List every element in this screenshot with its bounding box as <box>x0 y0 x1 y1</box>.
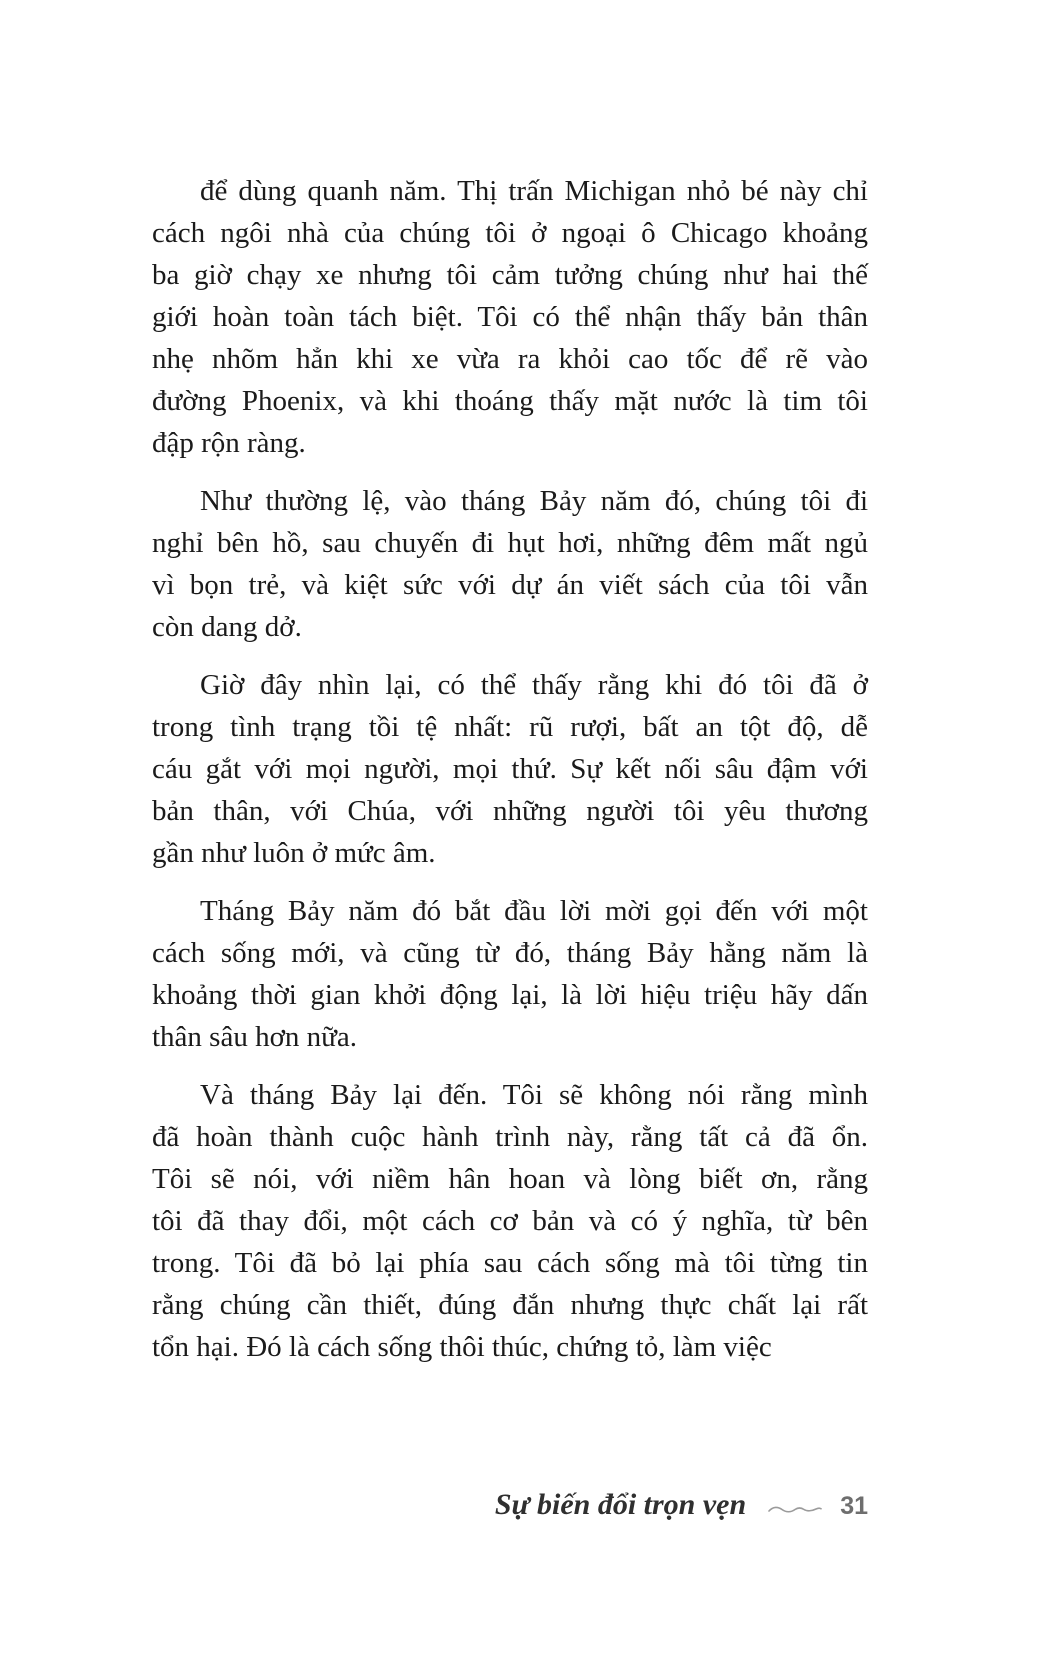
text-line: trong. Tôi đã bỏ lại phía sau cách sống mà tôi từng tin <box>152 1247 868 1279</box>
text-line: tôi đã thay đổi, một cách cơ bản và có ý nghĩa, từ bên <box>152 1205 868 1237</box>
paragraph <box>152 1074 868 1368</box>
text-line: đường Phoenix, và khi thoáng thấy mặt nước là tim tôi <box>152 385 868 417</box>
text-line: để dùng quanh năm. Thị trấn Michigan nhỏ bé này chỉ <box>200 175 868 207</box>
text-line: khoảng thời gian khởi động lại, là lời hiệu triệu hãy dấn <box>152 979 868 1011</box>
paragraph <box>152 170 868 464</box>
text-line: Và tháng Bảy lại đến. Tôi sẽ không nói rằng mình <box>200 1079 868 1111</box>
text-line: Giờ đây nhìn lại, có thể thấy rằng khi đó tôi đã ở <box>200 669 868 701</box>
text-line: vì bọn trẻ, và kiệt sức với dự án viết sách của tôi vẫn <box>152 569 868 601</box>
text-line: nghỉ bên hồ, sau chuyến đi hụt hơi, những đêm mất ngủ <box>152 527 868 559</box>
text-line: tổn hại. Đó là cách sống thôi thúc, chứng tỏ, làm việc <box>152 1331 772 1363</box>
text-line: gần như luôn ở mức âm. <box>152 837 436 869</box>
text-line: cách sống mới, và cũng từ đó, tháng Bảy hằng năm là <box>152 937 868 969</box>
page-footer <box>152 1488 868 1522</box>
text-line: còn dang dở. <box>152 611 302 643</box>
text-line: đã hoàn thành cuộc hành trình này, rằng tất cả đã ổn. <box>152 1121 868 1153</box>
wave-flourish-path <box>769 1507 821 1511</box>
page-number: 31 <box>840 1492 868 1520</box>
body-text <box>152 170 868 1368</box>
text-line: rằng chúng cần thiết, đúng đắn nhưng thực chất lại rất <box>152 1289 868 1321</box>
text-line: trong tình trạng tồi tệ nhất: rũ rượi, bất an tột độ, dễ <box>152 711 868 743</box>
paragraph <box>152 664 868 874</box>
text-line: Tôi sẽ nói, với niềm hân hoan và lòng biết ơn, rằng <box>152 1163 868 1195</box>
running-title: Sự biến đổi trọn vẹn <box>494 1488 747 1521</box>
paragraph <box>152 890 868 1058</box>
text-line: bản thân, với Chúa, với những người tôi yêu thương <box>152 795 868 827</box>
text-line: cáu gắt với mọi người, mọi thứ. Sự kết nối sâu đậm với <box>152 753 868 785</box>
text-line: cách ngôi nhà của chúng tôi ở ngoại ô Chicago khoảng <box>152 217 868 249</box>
text-line: Như thường lệ, vào tháng Bảy năm đó, chúng tôi đi <box>200 485 868 517</box>
text-line: ba giờ chạy xe nhưng tôi cảm tưởng chúng như hai thế <box>152 259 868 291</box>
text-line: thân sâu hơn nữa. <box>152 1021 358 1053</box>
text-line: nhẹ nhõm hẳn khi xe vừa ra khỏi cao tốc để rẽ vào <box>152 343 868 375</box>
text-line: đập rộn ràng. <box>152 427 306 459</box>
text-line: Tháng Bảy năm đó bắt đầu lời mời gọi đến với một <box>200 895 868 927</box>
paragraph <box>152 480 868 648</box>
wave-flourish-icon <box>768 1503 822 1517</box>
text-line: giới hoàn toàn tách biệt. Tôi có thể nhận thấy bản thân <box>152 301 868 333</box>
